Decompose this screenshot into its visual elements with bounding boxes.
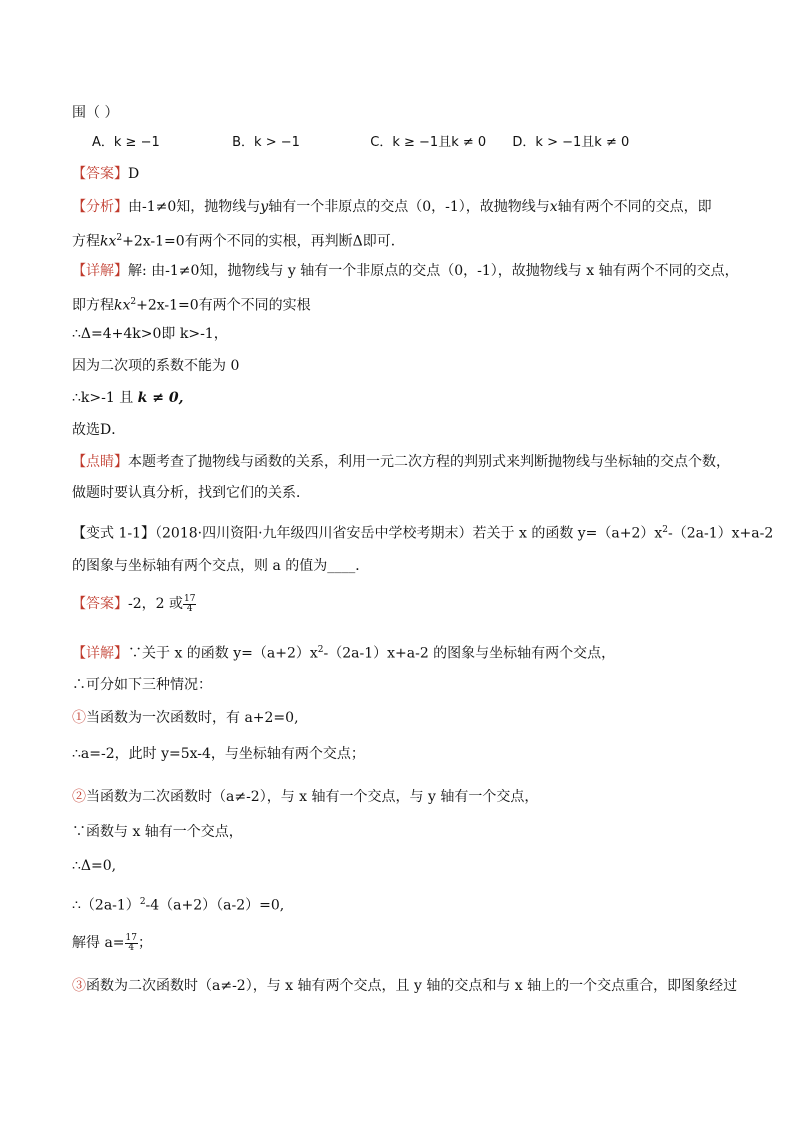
option-c: C．k ≥ −1且k ≠ 0	[370, 135, 487, 150]
comment-line-1	[72, 452, 730, 472]
case-2-line-2: ∵函数与 x 轴有一个交点，	[72, 824, 243, 840]
variant-line-1	[72, 520, 773, 544]
text: 解得 a=	[72, 935, 125, 951]
case-marker: ②	[72, 789, 86, 805]
text: kx	[100, 233, 117, 250]
case-2-line-4	[72, 892, 284, 916]
case-1	[72, 708, 299, 728]
superscript: 2	[139, 897, 146, 907]
numerator: 17	[125, 932, 137, 943]
fraction	[183, 595, 196, 614]
case-2-line-3: ∴Δ=0,	[72, 858, 117, 874]
text: +2x-1=0有两个不同的实根，再判断Δ即可．	[122, 233, 405, 250]
text: 方程	[72, 233, 100, 250]
case-2-line-5	[72, 933, 152, 953]
answer-tag: 【答案】	[72, 166, 128, 182]
text: y	[260, 199, 269, 215]
text: 当函数为二次函数时（a≠-2），与 x 轴有一个交点，与 y 轴有一个交点，	[86, 789, 539, 805]
analysis-line-2	[72, 228, 405, 252]
comment-tag: 【点睛】	[72, 454, 128, 470]
variant-line-2: 的图象与坐标轴有两个交点，则 a 的值为____．	[72, 558, 370, 574]
analysis-line-1	[72, 197, 712, 217]
case-marker: ③	[72, 978, 86, 994]
answer-tag: 【答案】	[72, 596, 128, 612]
detail-line-5	[72, 388, 183, 408]
answer-2	[72, 594, 196, 614]
option-b: B．k > −1	[232, 135, 300, 150]
detail2-line-2: ∴可分如下三种情况：	[72, 677, 212, 693]
text: （2018·四川资阳·九年级四川省安岳中学校考期末）若关于 x 的函数 y=（a+2）x	[155, 525, 663, 542]
variant-tag: 【变式 1-1】	[72, 525, 155, 542]
text: 由-1≠0知，抛物线与	[128, 199, 261, 215]
analysis-tag: 【分析】	[72, 199, 128, 215]
text: 轴有一个非原点的交点（0，-1），故抛物线与	[268, 199, 550, 215]
text: ∴k>-1 且	[72, 390, 134, 406]
options-row	[92, 133, 629, 153]
detail-tag: 【详解】	[72, 263, 128, 279]
text: 函数为二次函数时（a≠-2），与 x 轴有两个交点，且 y 轴的交点和与 x 轴上的一个交点重合，即图象经过	[86, 978, 738, 994]
text: ∵关于 x 的函数 y=（a+2）x	[128, 645, 318, 662]
text: -（2a-1）x+a-2 的图象与坐标轴有两个交点，	[323, 645, 616, 662]
text: 解: 由-1≠0知，抛物线与 y 轴有一个非原点的交点（0，-1），故抛物线与 x 轴有两个不同的交点，	[128, 263, 739, 279]
question-text: 围（ ）	[72, 105, 119, 121]
math-text: k ≠ 0,	[137, 390, 184, 406]
superscript: 2	[662, 525, 669, 535]
option-d: D．k > −1且k ≠ 0	[512, 135, 630, 150]
detail-line-1	[72, 261, 739, 281]
fraction	[125, 934, 138, 953]
text: ；	[137, 935, 152, 951]
case-3	[72, 976, 737, 996]
question-tail	[72, 103, 118, 123]
text: -（2a-1）x+a-2	[668, 525, 774, 542]
comment-line-2: 做题时要认真分析，找到它们的关系．	[72, 485, 310, 501]
case-marker: ①	[72, 710, 86, 726]
text: -2，2 或	[128, 596, 183, 612]
answer-1	[72, 164, 139, 184]
detail-line-2	[72, 292, 311, 316]
superscript: 2	[130, 297, 137, 307]
text: 当函数为一次函数时，有 a+2=0,	[86, 710, 299, 726]
text: 即方程	[72, 297, 114, 314]
case-1-result: ∴a=-2，此时 y=5x-4，与坐标轴有两个交点；	[72, 746, 365, 762]
superscript: 2	[317, 645, 324, 655]
superscript: 2	[116, 233, 123, 243]
denominator: 4	[128, 942, 135, 953]
detail-line-3: ∴Δ=4+4k>0即 k>-1，	[72, 326, 228, 342]
detail-line-6: 故选D．	[72, 422, 126, 438]
text: +2x-1=0有两个不同的实根	[136, 297, 311, 314]
detail-line-4: 因为二次项的系数不能为 0	[72, 358, 240, 374]
text: kx	[114, 297, 131, 314]
text: x	[549, 199, 558, 215]
text: -4（a+2）（a-2）=0,	[145, 897, 285, 914]
option-a: A．k ≥ −1	[92, 135, 160, 150]
detail2-line-1	[72, 640, 615, 664]
case-2	[72, 787, 538, 807]
denominator: 4	[186, 603, 193, 614]
numerator: 17	[184, 593, 196, 604]
text: 轴有两个不同的交点，即	[557, 199, 712, 215]
answer-value: D	[128, 166, 140, 182]
text: ∴（2a-1）	[72, 897, 140, 914]
detail-tag: 【详解】	[72, 645, 128, 662]
text: 本题考查了抛物线与函数的关系，利用一元二次方程的判别式来判断抛物线与坐标轴的交点个数，	[128, 454, 730, 470]
